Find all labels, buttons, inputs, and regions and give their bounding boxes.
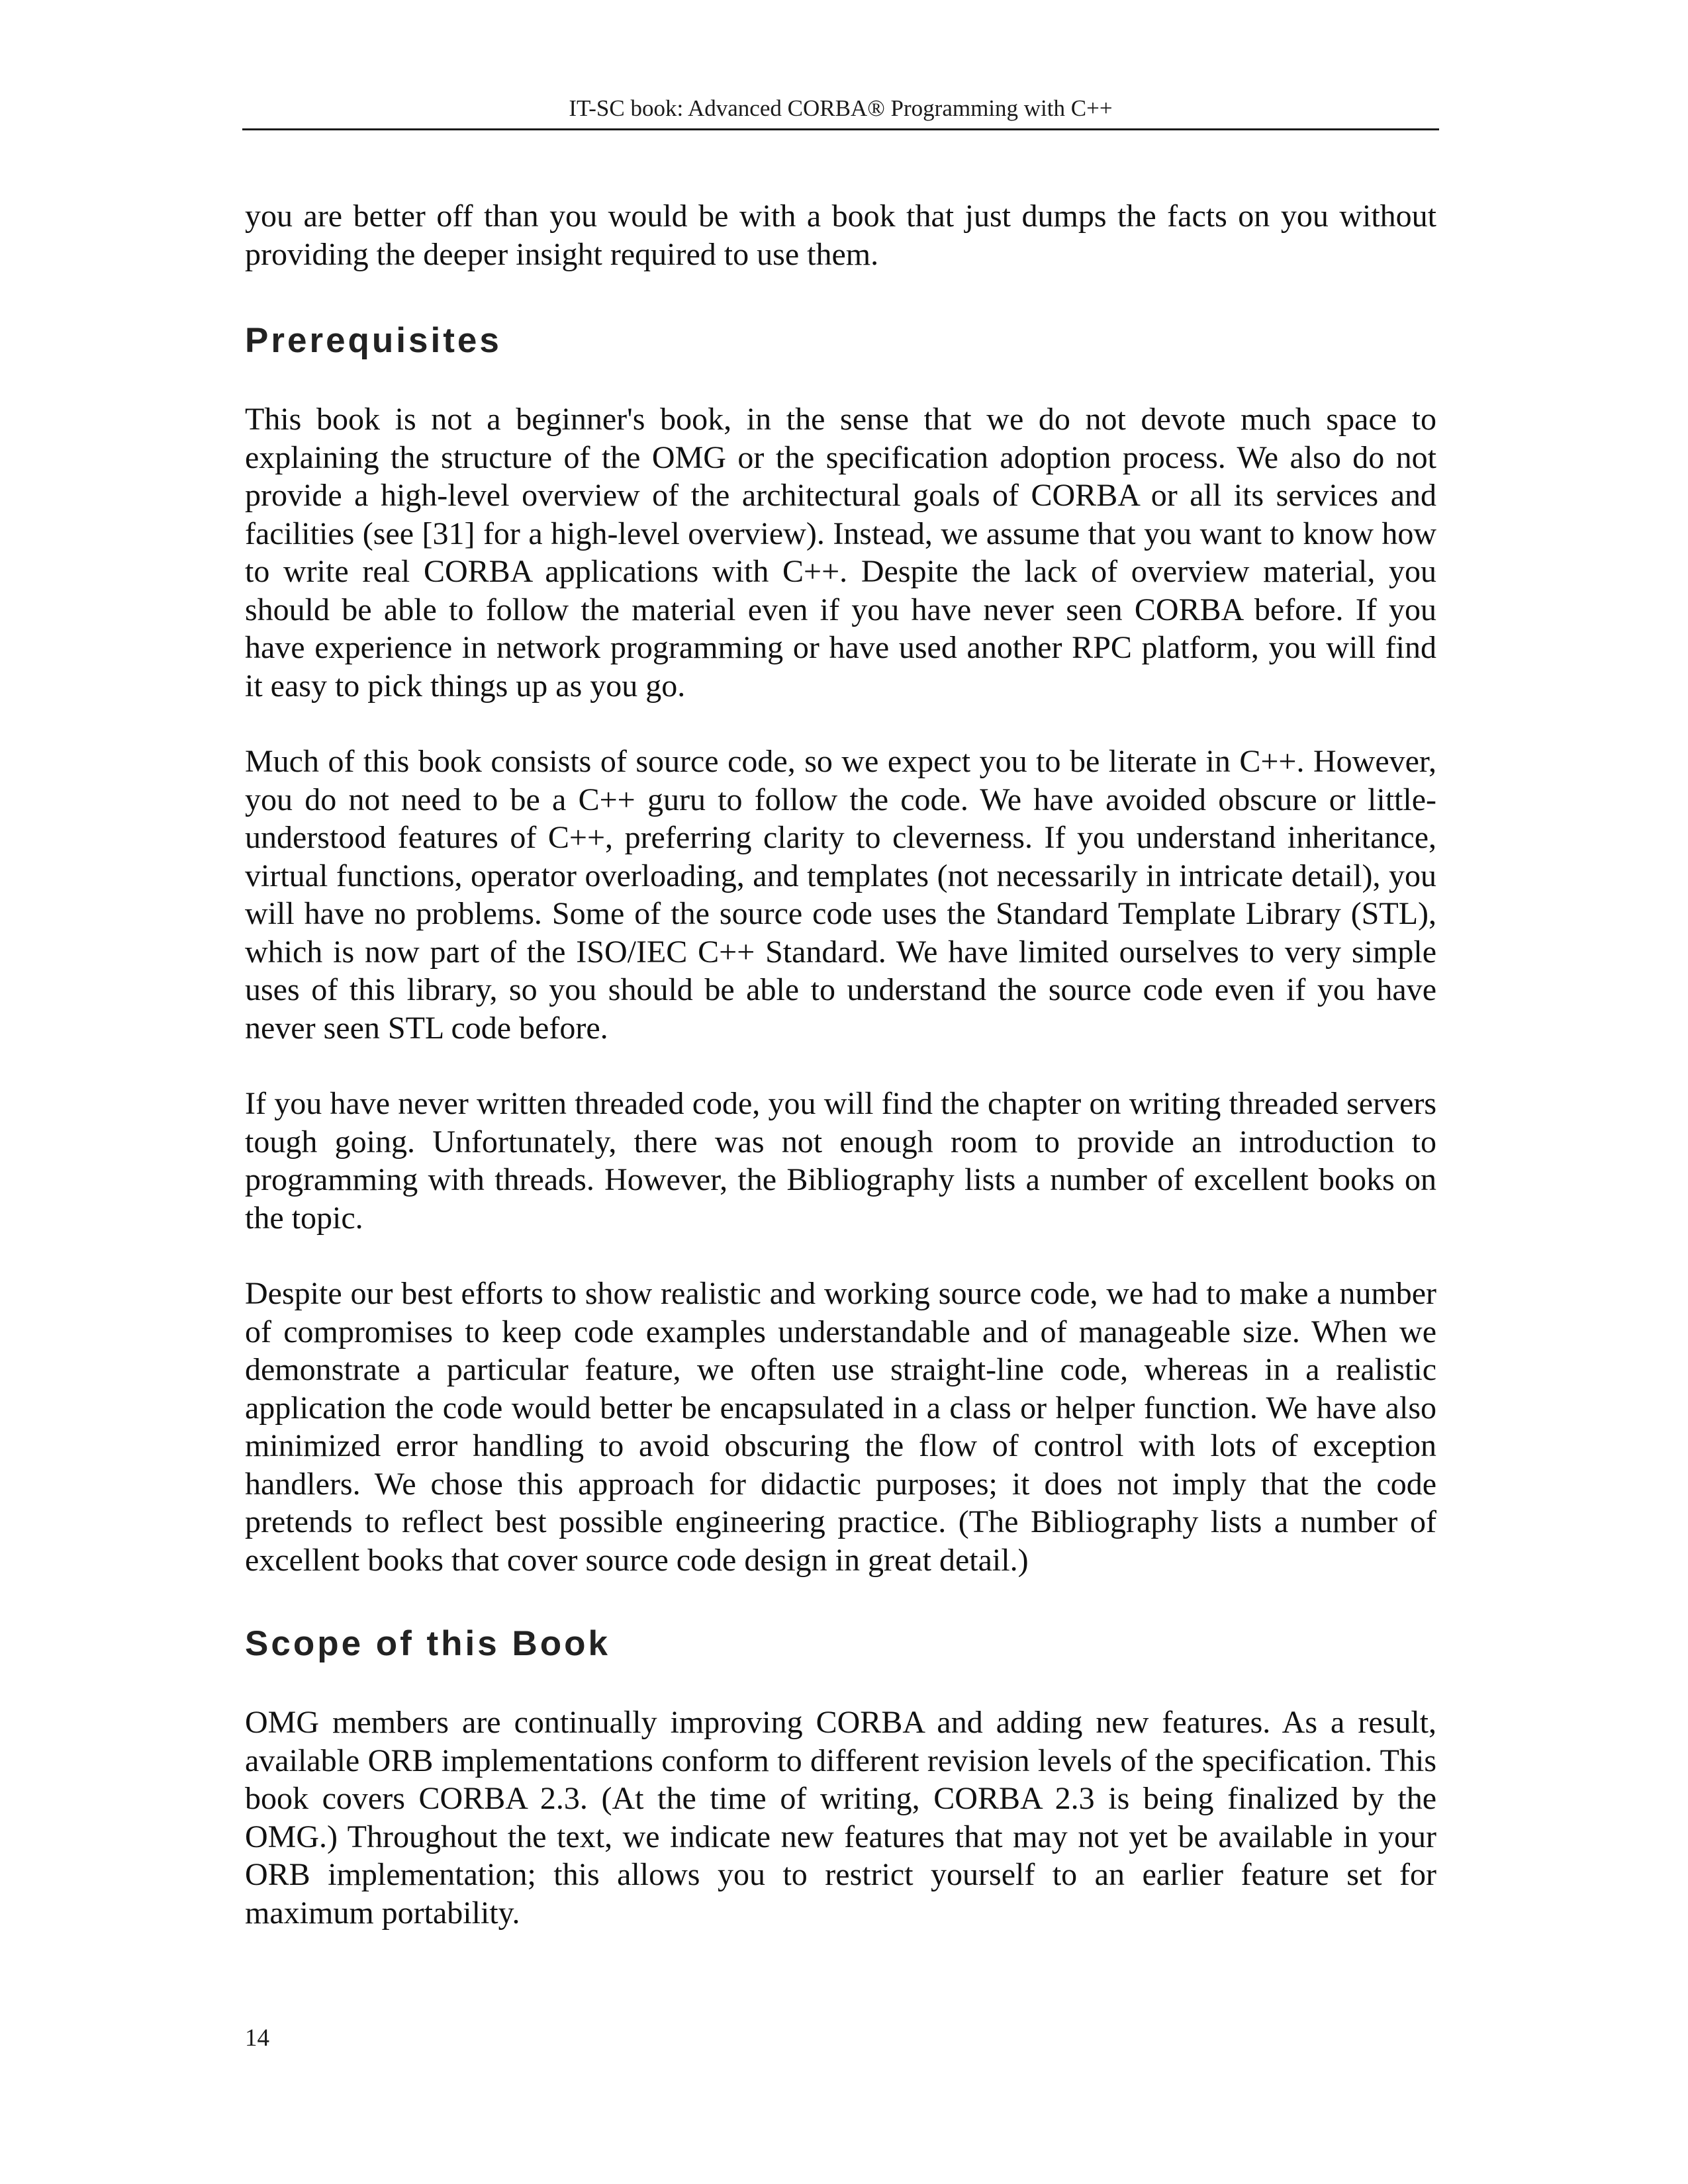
- section-heading-prerequisites: Prerequisites: [245, 321, 502, 360]
- prerequisites-paragraph-1: This book is not a beginner's book, in the sense that we do not devote much space to explaining the structure of the OMG or the specification adoption process. We also do not provide a high-level overview of the architectural goals of CORBA or all its services and facilities (see [31] for a high-level overview). Instead, we assume that you want to know how to write real CORBA applications with C++. Despite the lack of overview material, you should be able to follow the material even if you have never seen CORBA before. If you have experience in network programming or have used another RPC platform, you will find it easy to pick things up as you go.: [245, 402, 1436, 704]
- header-rule: [242, 128, 1439, 130]
- page-body: [245, 197, 1436, 1932]
- section-heading-scope: Scope of this Book: [245, 1624, 610, 1663]
- intro-paragraph: you are better off than you would be with a book that just dumps the facts on you without providing the deeper insight required to use them.: [245, 199, 1436, 272]
- running-header: IT-SC book: Advanced CORBA® Programming with C++: [569, 95, 1113, 121]
- page-number: 14: [245, 2025, 269, 2052]
- prerequisites-paragraph-2: Much of this book consists of source code, so we expect you to be literate in C++. However, you do not need to be a C++ guru to follow the code. We have avoided obscure or little-understood features of C++, preferring clarity to cleverness. If you understand inheritance, virtual functions, operator overloading, and templates (not necessarily in intricate detail), you will have no problems. Some of the source code uses the Standard Template Library (STL), which is now part of the ISO/IEC C++ Standard. We have limited ourselves to very simple uses of this library, so you should be able to understand the source code even if you have never seen STL code before.: [245, 744, 1436, 1046]
- prerequisites-paragraph-4: Despite our best efforts to show realistic and working source code, we had to make a number of compromises to keep code examples understandable and of manageable size. When we demonstrate a particular feature, we often use straight-line code, whereas in a realistic application the code would better be encapsulated in a class or helper function. We have also minimized error handling to avoid obscuring the flow of control with lots of exception handlers. We chose this approach for didactic purposes; it does not imply that the code pretends to reflect best possible engineering practice. (The Bibliography lists a number of excellent books that cover source code design in great detail.): [245, 1276, 1436, 1578]
- scope-paragraph-1: OMG members are continually improving CORBA and adding new features. As a result, available ORB implementations conform to different revision levels of the specification. This book covers CORBA 2.3. (At the time of writing, CORBA 2.3 is being finalized by the OMG.) Throughout the text, we indicate new features that may not yet be available in your ORB implementation; this allows you to restrict yourself to an earlier feature set for maximum portability.: [245, 1705, 1436, 1931]
- prerequisites-paragraph-3: If you have never written threaded code, you will find the chapter on writing threaded servers tough going. Unfortunately, there was not enough room to provide an introduction to programming with threads. However, the Bibliography lists a number of excellent books on the topic.: [245, 1086, 1436, 1236]
